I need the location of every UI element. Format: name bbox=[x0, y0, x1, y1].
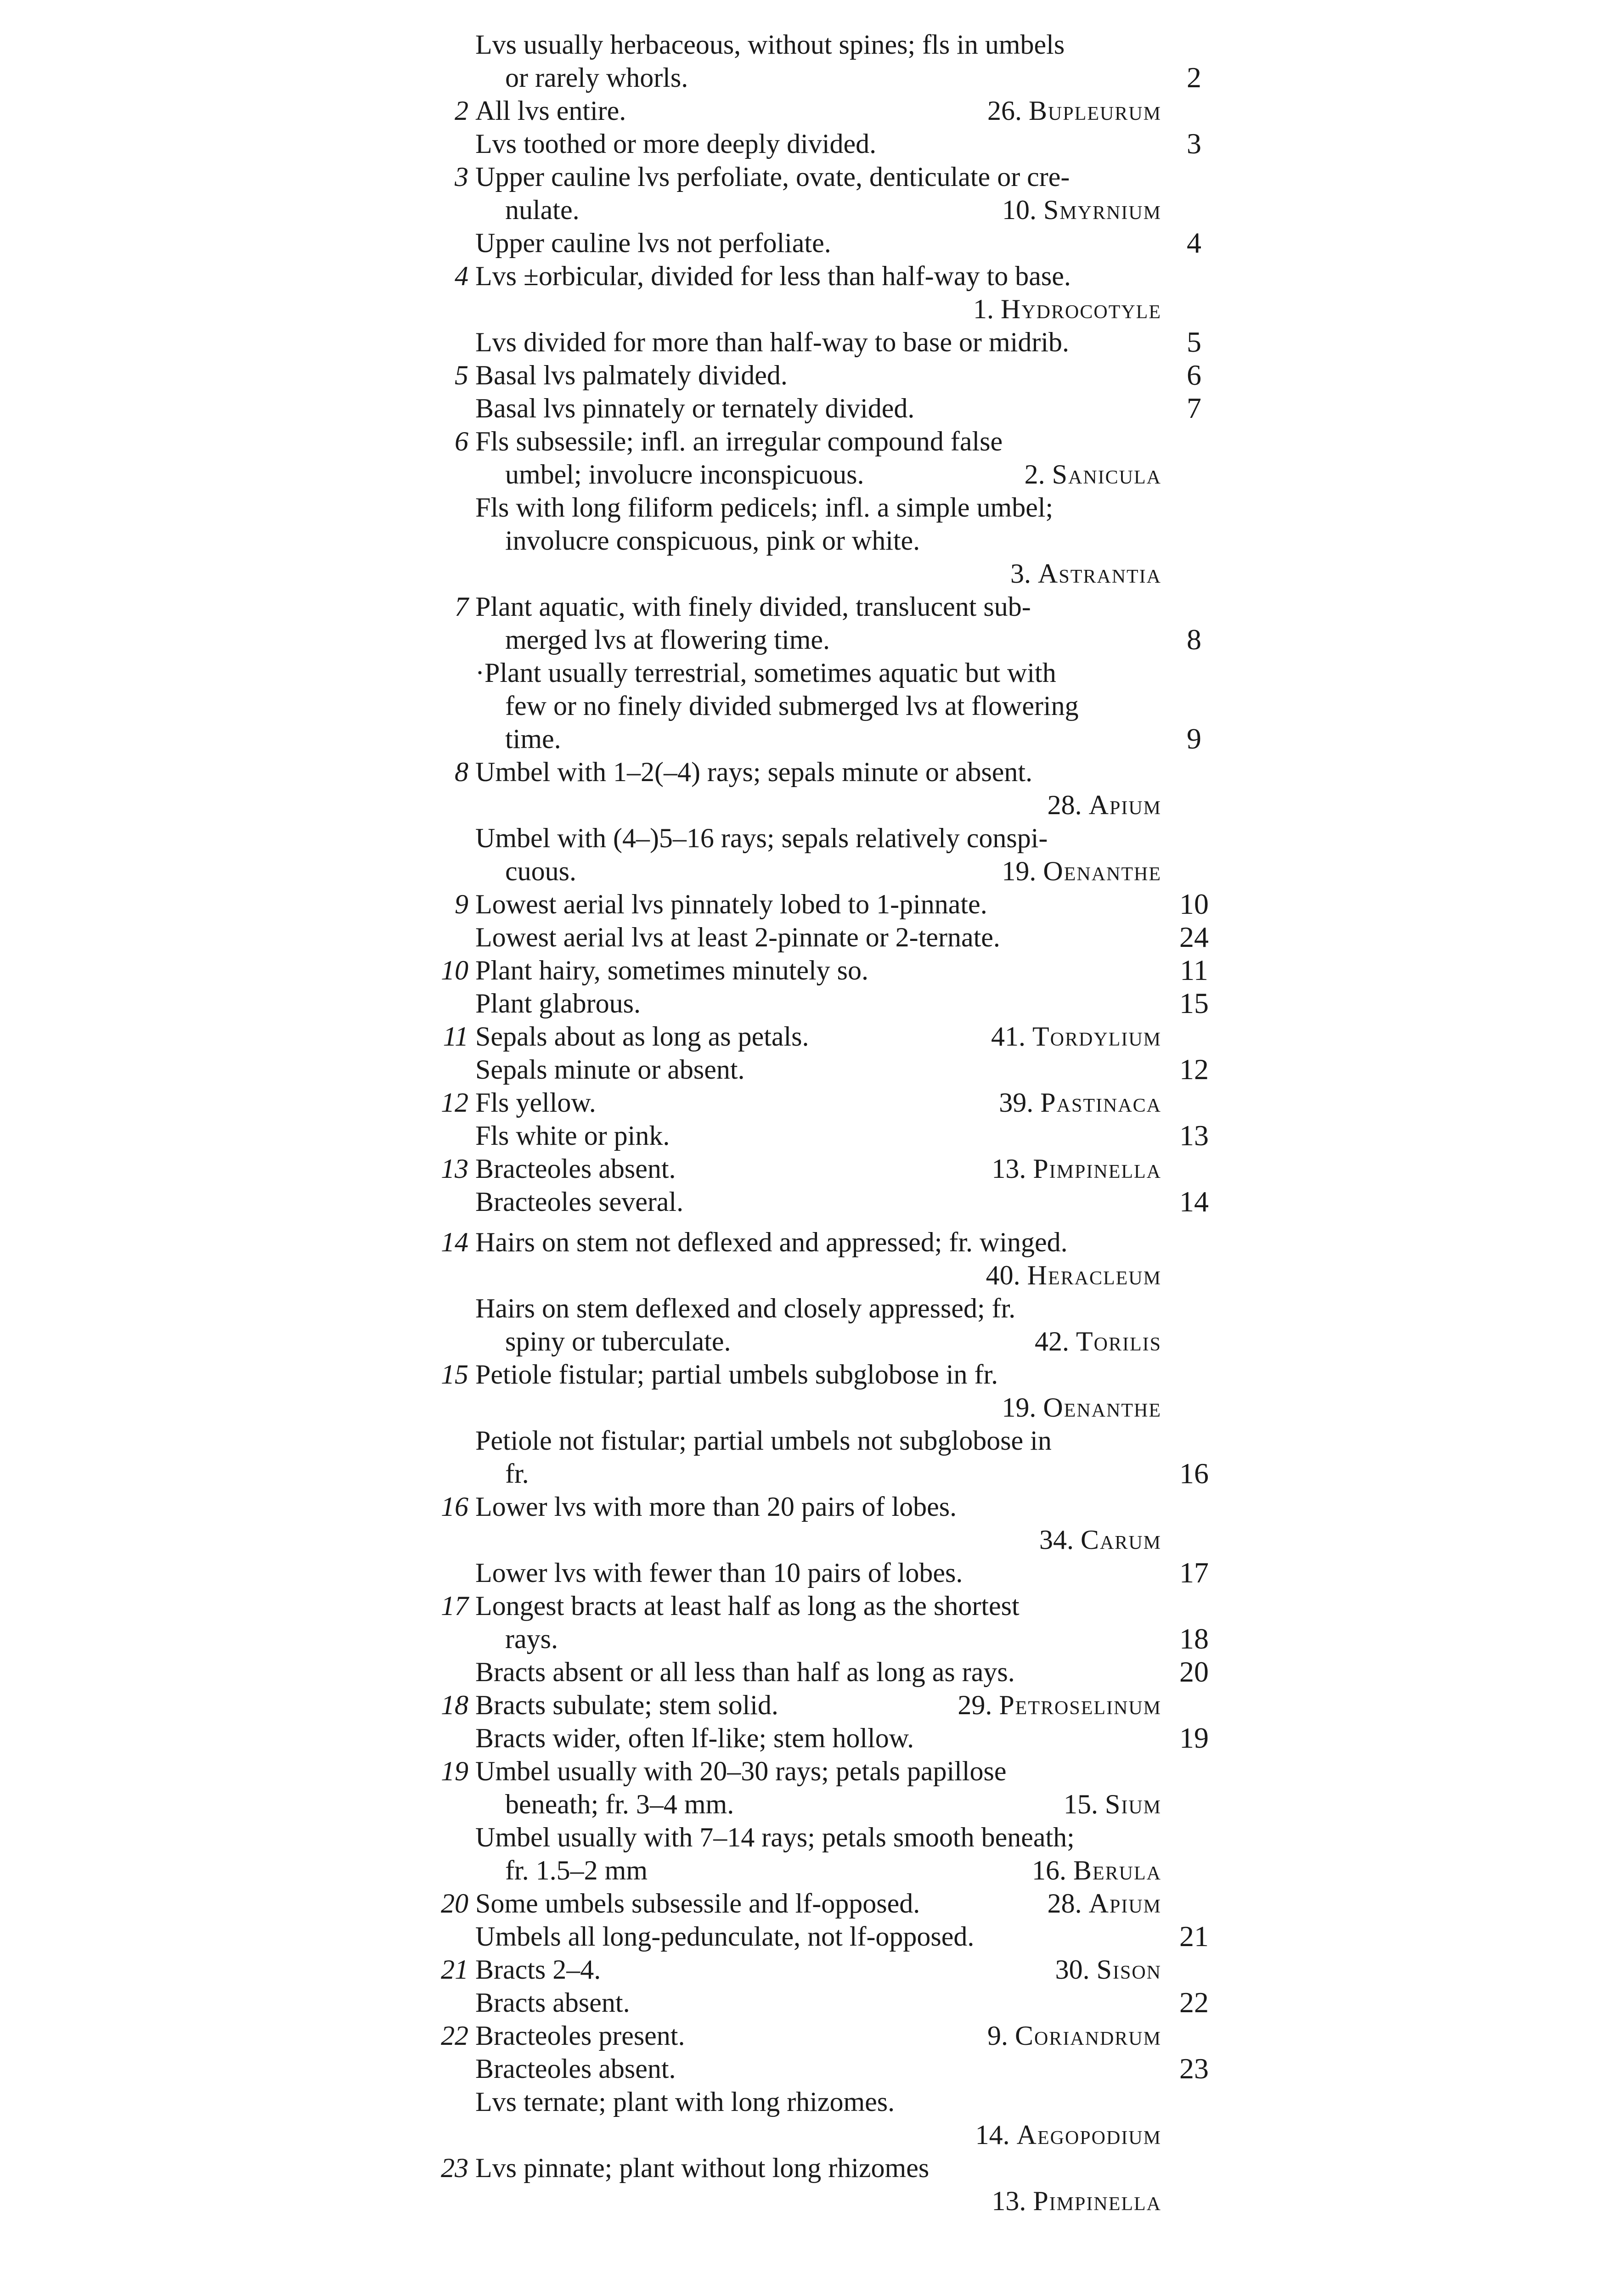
couplet-text: Upper cauline lvs perfoliate, ovate, denticulate or cre- bbox=[475, 162, 1070, 192]
genus-name: Smyrnium bbox=[1043, 195, 1161, 225]
couplet-number: 14 bbox=[441, 1227, 468, 1257]
genus-result bbox=[1064, 1787, 1161, 1821]
couplet-number: 20 bbox=[441, 1888, 468, 1919]
genus-number: 15. bbox=[1063, 1789, 1105, 1819]
lead-to-couplet: 2 bbox=[1187, 61, 1201, 94]
genus-number: 14. bbox=[975, 2120, 1017, 2150]
couplet-text: Hairs on stem not deflexed and appressed; fr. winged. bbox=[475, 1227, 1068, 1257]
couplet-text: Sepals about as long as petals. bbox=[475, 1021, 809, 1052]
genus-number: 30. bbox=[1055, 1954, 1097, 1985]
couplet-text: Lvs pinnate; plant without long rhizomes bbox=[475, 2153, 930, 2183]
couplet-text: Umbels all long-pedunculate, not lf-opposed. bbox=[475, 1921, 975, 1952]
lead-to-couplet: 9 bbox=[1187, 722, 1201, 755]
genus-number: 9. bbox=[987, 2020, 1015, 2051]
genus-name: Pimpinella bbox=[1033, 1154, 1161, 1184]
key-line bbox=[0, 755, 1600, 789]
lead-to-couplet: 20 bbox=[1179, 1655, 1209, 1688]
couplet-text: Lower lvs with more than 20 pairs of lobes. bbox=[475, 1491, 957, 1522]
genus-number: 1. bbox=[973, 294, 1001, 324]
genus-number: 10. bbox=[1002, 195, 1043, 225]
couplet-number: 15 bbox=[441, 1359, 468, 1390]
couplet-text: Lvs ±orbicular, divided for less than half-way to base. bbox=[475, 261, 1071, 291]
genus-number: 13. bbox=[992, 2186, 1033, 2216]
couplet-text: ·Plant usually terrestrial, sometimes aquatic but with bbox=[475, 658, 1056, 688]
couplet-text: Fls subsessile; infl. an irregular compound false bbox=[475, 426, 1003, 456]
couplet-text: Hairs on stem deflexed and closely appressed; fr. bbox=[475, 1293, 1016, 1323]
genus-result bbox=[1010, 557, 1161, 591]
genus-number: 29. bbox=[958, 1690, 999, 1720]
couplet-text: Lvs usually herbaceous, without spines; fls in umbels bbox=[475, 29, 1065, 60]
key-line bbox=[0, 325, 1600, 359]
genus-result bbox=[991, 1019, 1161, 1053]
lead-to-couplet: 13 bbox=[1179, 1119, 1209, 1152]
key-line bbox=[0, 1787, 1600, 1821]
genus-result bbox=[1048, 1886, 1161, 1920]
genus-result bbox=[973, 292, 1161, 326]
couplet-number: 18 bbox=[441, 1690, 468, 1720]
couplet-text: Bracts 2–4. bbox=[475, 1954, 601, 1985]
couplet-text: Fls yellow. bbox=[475, 1087, 596, 1118]
couplet-text: Upper cauline lvs not perfoliate. bbox=[475, 228, 831, 258]
key-line bbox=[0, 1258, 1600, 1292]
key-line bbox=[0, 1185, 1600, 1219]
genus-number: 19. bbox=[1002, 1392, 1043, 1423]
key-line bbox=[0, 689, 1600, 723]
key-line bbox=[0, 1688, 1600, 1722]
genus-result bbox=[987, 94, 1161, 128]
key-line bbox=[0, 2118, 1600, 2152]
couplet-text: Plant aquatic, with finely divided, translucent sub- bbox=[475, 591, 1031, 622]
genus-name: Apium bbox=[1088, 1888, 1161, 1919]
genus-name: Torilis bbox=[1076, 1326, 1161, 1356]
genus-name: Coriandrum bbox=[1014, 2020, 1161, 2051]
key-line bbox=[0, 457, 1600, 491]
key-line bbox=[0, 986, 1600, 1020]
couplet-text: Bracteoles several. bbox=[475, 1187, 684, 1217]
couplet-number: 7 bbox=[455, 591, 468, 622]
couplet-text: Lvs divided for more than half-way to base or midrib. bbox=[475, 327, 1069, 357]
couplet-text: time. bbox=[505, 724, 561, 754]
genus-result bbox=[992, 1152, 1161, 1186]
couplet-number: 10 bbox=[441, 955, 468, 985]
key-line bbox=[0, 722, 1600, 756]
key-line bbox=[0, 887, 1600, 921]
key-line bbox=[0, 1655, 1600, 1689]
key-line bbox=[0, 490, 1600, 524]
couplet-number: 4 bbox=[455, 261, 468, 291]
couplet-text: Bracts absent or all less than half as long as rays. bbox=[475, 1657, 1015, 1687]
key-line bbox=[0, 226, 1600, 260]
couplet-text: Umbel usually with 7–14 rays; petals smooth beneath; bbox=[475, 1822, 1075, 1852]
couplet-text: Lvs toothed or more deeply divided. bbox=[475, 129, 877, 159]
couplet-text: Plant hairy, sometimes minutely so. bbox=[475, 955, 869, 985]
couplet-text: fr. bbox=[505, 1458, 529, 1489]
lead-to-couplet: 16 bbox=[1179, 1457, 1209, 1490]
key-line bbox=[0, 1953, 1600, 1986]
couplet-number: 19 bbox=[441, 1756, 468, 1786]
key-line bbox=[0, 1225, 1600, 1259]
couplet-number: 21 bbox=[441, 1954, 468, 1985]
couplet-number: 22 bbox=[441, 2020, 468, 2051]
key-line bbox=[0, 1019, 1600, 1053]
couplet-text: umbel; involucre inconspicuous. bbox=[505, 459, 864, 490]
genus-number: 16. bbox=[1031, 1855, 1073, 1885]
genus-result bbox=[1025, 457, 1161, 491]
key-line bbox=[0, 523, 1600, 557]
lead-to-couplet: 4 bbox=[1187, 226, 1201, 259]
couplet-number: 17 bbox=[441, 1591, 468, 1621]
genus-result bbox=[999, 1086, 1161, 1120]
couplet-text: Plant glabrous. bbox=[475, 988, 641, 1019]
key-line bbox=[0, 2019, 1600, 2053]
couplet-text: fr. 1.5–2 mm bbox=[505, 1855, 648, 1885]
genus-number: 28. bbox=[1047, 1888, 1089, 1919]
lead-to-couplet: 19 bbox=[1179, 1722, 1209, 1754]
key-line bbox=[0, 821, 1600, 855]
genus-number: 19. bbox=[1002, 856, 1043, 886]
couplet-text: nulate. bbox=[505, 195, 580, 225]
key-line bbox=[0, 920, 1600, 954]
key-line bbox=[0, 854, 1600, 888]
couplet-text: Petiole not fistular; partial umbels not subglobose in bbox=[475, 1425, 1052, 1456]
couplet-number: 11 bbox=[443, 1021, 468, 1052]
genus-name: Heracleum bbox=[1027, 1260, 1161, 1290]
genus-result bbox=[1002, 1390, 1161, 1424]
couplet-text: cuous. bbox=[505, 856, 576, 886]
genus-number: 42. bbox=[1035, 1326, 1076, 1356]
couplet-number: 6 bbox=[455, 426, 468, 456]
couplet-text: Some umbels subsessile and lf-opposed. bbox=[475, 1888, 920, 1919]
couplet-text: Fls white or pink. bbox=[475, 1120, 670, 1151]
key-line bbox=[0, 292, 1600, 326]
key-line bbox=[0, 1357, 1600, 1391]
couplet-number: 12 bbox=[441, 1087, 468, 1118]
key-line bbox=[0, 1119, 1600, 1153]
lead-to-couplet: 11 bbox=[1180, 954, 1208, 986]
genus-result bbox=[1039, 1523, 1161, 1557]
couplet-text: Bracteoles absent. bbox=[475, 1154, 676, 1184]
key-line bbox=[0, 1324, 1600, 1358]
genus-name: Carum bbox=[1080, 1525, 1161, 1555]
genus-number: 2. bbox=[1024, 459, 1052, 490]
lead-to-couplet: 18 bbox=[1179, 1622, 1209, 1655]
lead-to-couplet: 14 bbox=[1179, 1185, 1209, 1218]
genus-name: Aegopodium bbox=[1016, 2120, 1161, 2150]
genus-name: Sanicula bbox=[1052, 459, 1161, 490]
couplet-text: Umbel with 1–2(–4) rays; sepals minute or absent. bbox=[475, 757, 1033, 787]
lead-to-couplet: 8 bbox=[1187, 623, 1201, 656]
genus-name: Apium bbox=[1088, 790, 1161, 820]
genus-result bbox=[1002, 193, 1161, 227]
key-line bbox=[0, 2085, 1600, 2119]
key-line bbox=[0, 61, 1600, 95]
lead-to-couplet: 12 bbox=[1179, 1053, 1209, 1086]
key-line bbox=[0, 1622, 1600, 1656]
genus-result bbox=[992, 2184, 1161, 2218]
couplet-text: Bracts wider, often lf-like; stem hollow. bbox=[475, 1723, 914, 1753]
key-line bbox=[0, 2151, 1600, 2185]
key-line bbox=[0, 1152, 1600, 1186]
key-line bbox=[0, 94, 1600, 128]
key-line bbox=[0, 1919, 1600, 1953]
key-line bbox=[0, 160, 1600, 194]
genus-number: 34. bbox=[1039, 1525, 1081, 1555]
couplet-text: Umbel usually with 20–30 rays; petals papillose bbox=[475, 1756, 1007, 1786]
couplet-text: rays. bbox=[505, 1624, 558, 1654]
genus-number: 39. bbox=[999, 1087, 1041, 1118]
couplet-text: Petiole fistular; partial umbels subglobose in fr. bbox=[475, 1359, 998, 1390]
couplet-text: Basal lvs palmately divided. bbox=[475, 360, 788, 390]
key-line bbox=[0, 623, 1600, 657]
couplet-text: involucre conspicuous, pink or white. bbox=[505, 525, 920, 556]
genus-result bbox=[1035, 1324, 1161, 1358]
genus-number: 26. bbox=[987, 96, 1029, 126]
couplet-text: spiny or tuberculate. bbox=[505, 1326, 731, 1356]
genus-result bbox=[986, 1258, 1161, 1292]
genus-number: 41. bbox=[991, 1021, 1033, 1052]
couplet-text: Lower lvs with fewer than 10 pairs of lobes. bbox=[475, 1558, 963, 1588]
couplet-text: Longest bracts at least half as long as the shortest bbox=[475, 1591, 1020, 1621]
genus-name: Astrantia bbox=[1038, 558, 1161, 589]
genus-name: Bupleurum bbox=[1028, 96, 1161, 126]
couplet-text: Sepals minute or absent. bbox=[475, 1054, 745, 1085]
genus-name: Berula bbox=[1073, 1855, 1161, 1885]
genus-result bbox=[987, 2019, 1161, 2053]
genus-name: Pastinaca bbox=[1040, 1087, 1161, 1118]
couplet-text: or rarely whorls. bbox=[505, 62, 688, 93]
genus-name: Tordylium bbox=[1032, 1021, 1161, 1052]
couplet-text: Bracteoles absent. bbox=[475, 2054, 676, 2084]
key-line bbox=[0, 1886, 1600, 1920]
lead-to-couplet: 6 bbox=[1187, 359, 1201, 391]
key-line bbox=[0, 193, 1600, 227]
genus-result bbox=[1055, 1953, 1161, 1986]
genus-number: 40. bbox=[986, 1260, 1027, 1290]
lead-to-couplet: 15 bbox=[1179, 987, 1209, 1019]
genus-result bbox=[975, 2118, 1161, 2152]
genus-name: Pimpinella bbox=[1033, 2186, 1161, 2216]
couplet-text: few or no finely divided submerged lvs at flowering bbox=[505, 691, 1079, 721]
couplet-text: Bracts absent. bbox=[475, 1987, 630, 2018]
genus-number: 28. bbox=[1047, 790, 1089, 820]
key-line bbox=[0, 28, 1600, 62]
genus-result bbox=[1048, 788, 1161, 822]
key-line bbox=[0, 953, 1600, 987]
lead-to-couplet: 23 bbox=[1179, 2052, 1209, 2085]
genus-name: Hydrocotyle bbox=[1001, 294, 1161, 324]
couplet-number: 9 bbox=[455, 889, 468, 919]
lead-to-couplet: 21 bbox=[1179, 1920, 1209, 1953]
couplet-number: 8 bbox=[455, 757, 468, 787]
key-line bbox=[0, 259, 1600, 293]
key-line bbox=[0, 1424, 1600, 1458]
genus-result bbox=[958, 1688, 1161, 1722]
lead-to-couplet: 5 bbox=[1187, 326, 1201, 358]
key-line bbox=[0, 127, 1600, 161]
key-line bbox=[0, 1390, 1600, 1424]
key-line bbox=[0, 1556, 1600, 1590]
lead-to-couplet: 10 bbox=[1179, 888, 1209, 920]
key-line bbox=[0, 358, 1600, 392]
lead-to-couplet: 24 bbox=[1179, 921, 1209, 953]
couplet-text: merged lvs at flowering time. bbox=[505, 625, 830, 655]
genus-number: 3. bbox=[1010, 558, 1038, 589]
lead-to-couplet: 22 bbox=[1179, 1986, 1209, 2019]
key-line bbox=[0, 2052, 1600, 2086]
key-line bbox=[0, 590, 1600, 624]
lead-to-couplet: 7 bbox=[1187, 392, 1201, 424]
genus-name: Sium bbox=[1104, 1789, 1161, 1819]
couplet-text: Lowest aerial lvs pinnately lobed to 1-pinnate. bbox=[475, 889, 987, 919]
key-line bbox=[0, 1853, 1600, 1887]
key-line bbox=[0, 424, 1600, 458]
couplet-text: Umbel with (4–)5–16 rays; sepals relatively conspi- bbox=[475, 823, 1048, 853]
genus-result bbox=[1002, 854, 1161, 888]
couplet-text: beneath; fr. 3–4 mm. bbox=[505, 1789, 734, 1819]
key-line bbox=[0, 1721, 1600, 1755]
key-line bbox=[0, 1986, 1600, 2020]
couplet-text: Bracteoles present. bbox=[475, 2020, 685, 2051]
genus-name: Sison bbox=[1096, 1954, 1161, 1985]
key-line bbox=[0, 1052, 1600, 1086]
key-line bbox=[0, 2184, 1600, 2218]
genus-name: Petroselinum bbox=[999, 1690, 1161, 1720]
couplet-number: 3 bbox=[455, 162, 468, 192]
genus-number: 13. bbox=[992, 1154, 1033, 1184]
key-line bbox=[0, 1754, 1600, 1788]
couplet-text: Fls with long filiform pedicels; infl. a simple umbel; bbox=[475, 492, 1054, 523]
couplet-text: Lvs ternate; plant with long rhizomes. bbox=[475, 2087, 895, 2117]
key-line bbox=[0, 1291, 1600, 1325]
genus-name: Oenanthe bbox=[1043, 1392, 1161, 1423]
couplet-number: 13 bbox=[441, 1154, 468, 1184]
key-line bbox=[0, 656, 1600, 690]
lead-to-couplet: 17 bbox=[1179, 1556, 1209, 1589]
genus-name: Oenanthe bbox=[1043, 856, 1161, 886]
couplet-number: 5 bbox=[455, 360, 468, 390]
genus-result bbox=[1032, 1853, 1161, 1887]
couplet-text: Bracts subulate; stem solid. bbox=[475, 1690, 778, 1720]
key-line bbox=[0, 1490, 1600, 1524]
couplet-text: Basal lvs pinnately or ternately divided. bbox=[475, 393, 915, 423]
key-line bbox=[0, 1086, 1600, 1120]
key-line bbox=[0, 788, 1600, 822]
couplet-text: All lvs entire. bbox=[475, 96, 626, 126]
key-line bbox=[0, 1820, 1600, 1854]
couplet-number: 2 bbox=[455, 96, 468, 126]
key-line bbox=[0, 1589, 1600, 1623]
lead-to-couplet: 3 bbox=[1187, 127, 1201, 160]
couplet-number: 16 bbox=[441, 1491, 468, 1522]
key-line bbox=[0, 391, 1600, 425]
couplet-number: 23 bbox=[441, 2153, 468, 2183]
key-line bbox=[0, 557, 1600, 591]
couplet-text: Lowest aerial lvs at least 2-pinnate or 2-ternate. bbox=[475, 922, 1000, 952]
key-line bbox=[0, 1523, 1600, 1557]
key-line bbox=[0, 1457, 1600, 1491]
